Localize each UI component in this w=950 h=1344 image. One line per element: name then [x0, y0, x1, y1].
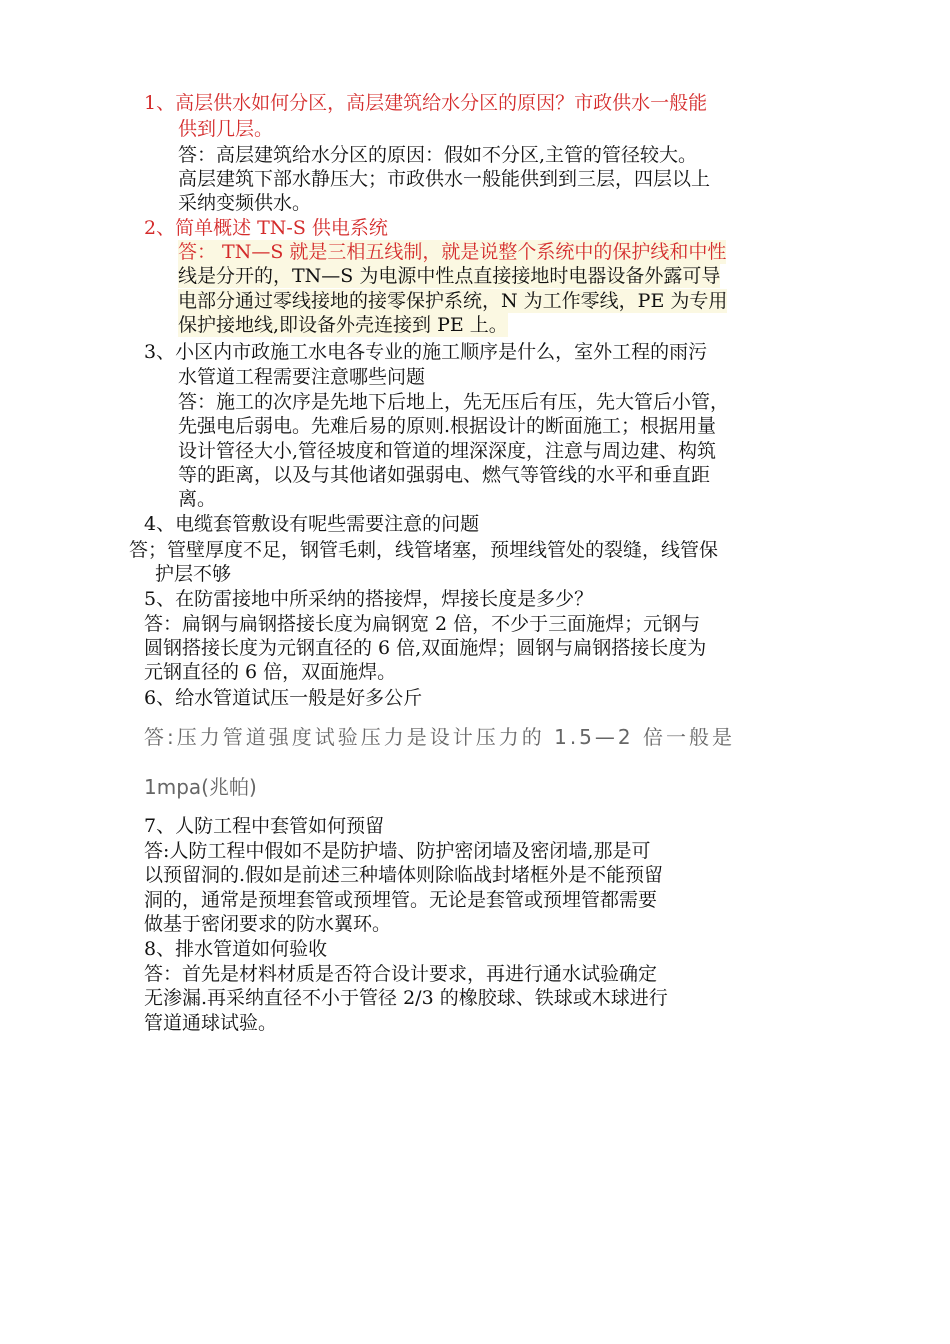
question-1-line-1: 1、高层供水如何分区，高层建筑给水分区的原因？市政供水一般能 [144, 92, 708, 114]
question-1-line-2: 供到几层。 [178, 118, 274, 140]
answer-2-line-4: 保护接地线,即设备外壳连接到 PE 上。 [178, 314, 508, 336]
answer-7-line-1: 答:人防工程中假如不是防护墙、防护密闭墙及密闭墙,那是可 [144, 840, 651, 862]
answer-1-line-2: 高层建筑下部水静压大；市政供水一般能供到到三层，四层以上 [178, 168, 711, 190]
answer-5-line-1: 答：扁钢与扁钢搭接长度为扁钢宽 2 倍，不少于三面施焊；元钢与 [144, 613, 701, 635]
question-3-line-2: 水管道工程需要注意哪些问题 [178, 366, 426, 388]
answer-7-line-2: 以预留洞的.假如是前述三种墙体则除临战封堵框外是不能预留 [144, 864, 664, 886]
question-5: 5、在防雷接地中所采纳的搭接焊，焊接长度是多少？ [144, 588, 594, 610]
answer-8-line-3: 管道通球试验。 [144, 1012, 278, 1034]
answer-2-line-1 [178, 240, 726, 264]
answer-2-line-3: 电部分通过零线接地的接零保护系统，N 为工作零线，PE 为专用 [178, 290, 728, 312]
answer-8-line-1: 答：首先是材料材质是否符合设计要求，再进行通水试验确定 [144, 963, 658, 985]
answer-5-line-3: 元钢直径的 6 倍，双面施焊。 [144, 661, 397, 683]
answer-3-line-3: 设计管径大小,管径坡度和管道的埋深深度，注意与周边建、构筑 [178, 440, 717, 462]
answer-3-line-2: 先强电后弱电。先难后易的原则.根据设计的断面施工；根据用量 [178, 415, 717, 437]
answer-4-line-1: 答；管壁厚度不足，钢管毛刺，线管堵塞，预埋线管处的裂缝，线管保 [129, 539, 719, 561]
answer-5-line-2: 圆钢搭接长度为元钢直径的 6 倍,双面施焊；圆钢与扁钢搭接长度为 [144, 637, 707, 659]
question-2: 2、简单概述 TN-S 供电系统 [144, 217, 388, 239]
answer-7-line-4: 做基于密闭要求的防水翼环。 [144, 913, 392, 935]
answer-3-line-5: 离。 [178, 488, 217, 510]
answer-8-line-2: 无渗漏.再采纳直径不小于管径 2/3 的橡胶球、铁球或木球进行 [144, 987, 668, 1009]
question-4: 4、电缆套管敷设有呢些需要注意的问题 [144, 513, 480, 535]
answer-6-line-1: 答:压力管道强度试验压力是设计压力的 1.5—2 倍一般是 [144, 725, 735, 749]
answer-7-line-3: 洞的，通常是预埋套管或预埋管。无论是套管或预埋管都需要 [144, 889, 658, 911]
answer-2-line-1-text: 答： TN—S 就是三相五线制，就是说整个系统中的保护线和中性 [178, 241, 727, 263]
answer-6-line-2: 1mpa(兆帕) [144, 775, 257, 799]
answer-1-line-1: 答：高层建筑给水分区的原因：假如不分区,主管的管径较大。 [178, 144, 698, 166]
answer-1-line-3: 采纳变频供水。 [178, 192, 312, 214]
answer-3-line-4: 等的距离，以及与其他诸如强弱电、燃气等管线的水平和垂直距 [178, 464, 711, 486]
question-8: 8、排水管道如何验收 [144, 938, 328, 960]
question-3-line-1: 3、小区内市政施工水电各专业的施工顺序是什么，室外工程的雨污 [144, 341, 708, 363]
answer-3-line-1: 答：施工的次序是先地下后地上，先无压后有压，先大管后小管， [178, 391, 730, 413]
answer-2-line-2: 线是分开的，TN—S 为电源中性点直接接地时电器设备外露可导 [178, 265, 721, 287]
question-6: 6、给水管道试压一般是好多公斤 [144, 687, 423, 709]
question-7: 7、人防工程中套管如何预留 [144, 815, 385, 837]
answer-4-line-2: 护层不够 [155, 563, 232, 585]
